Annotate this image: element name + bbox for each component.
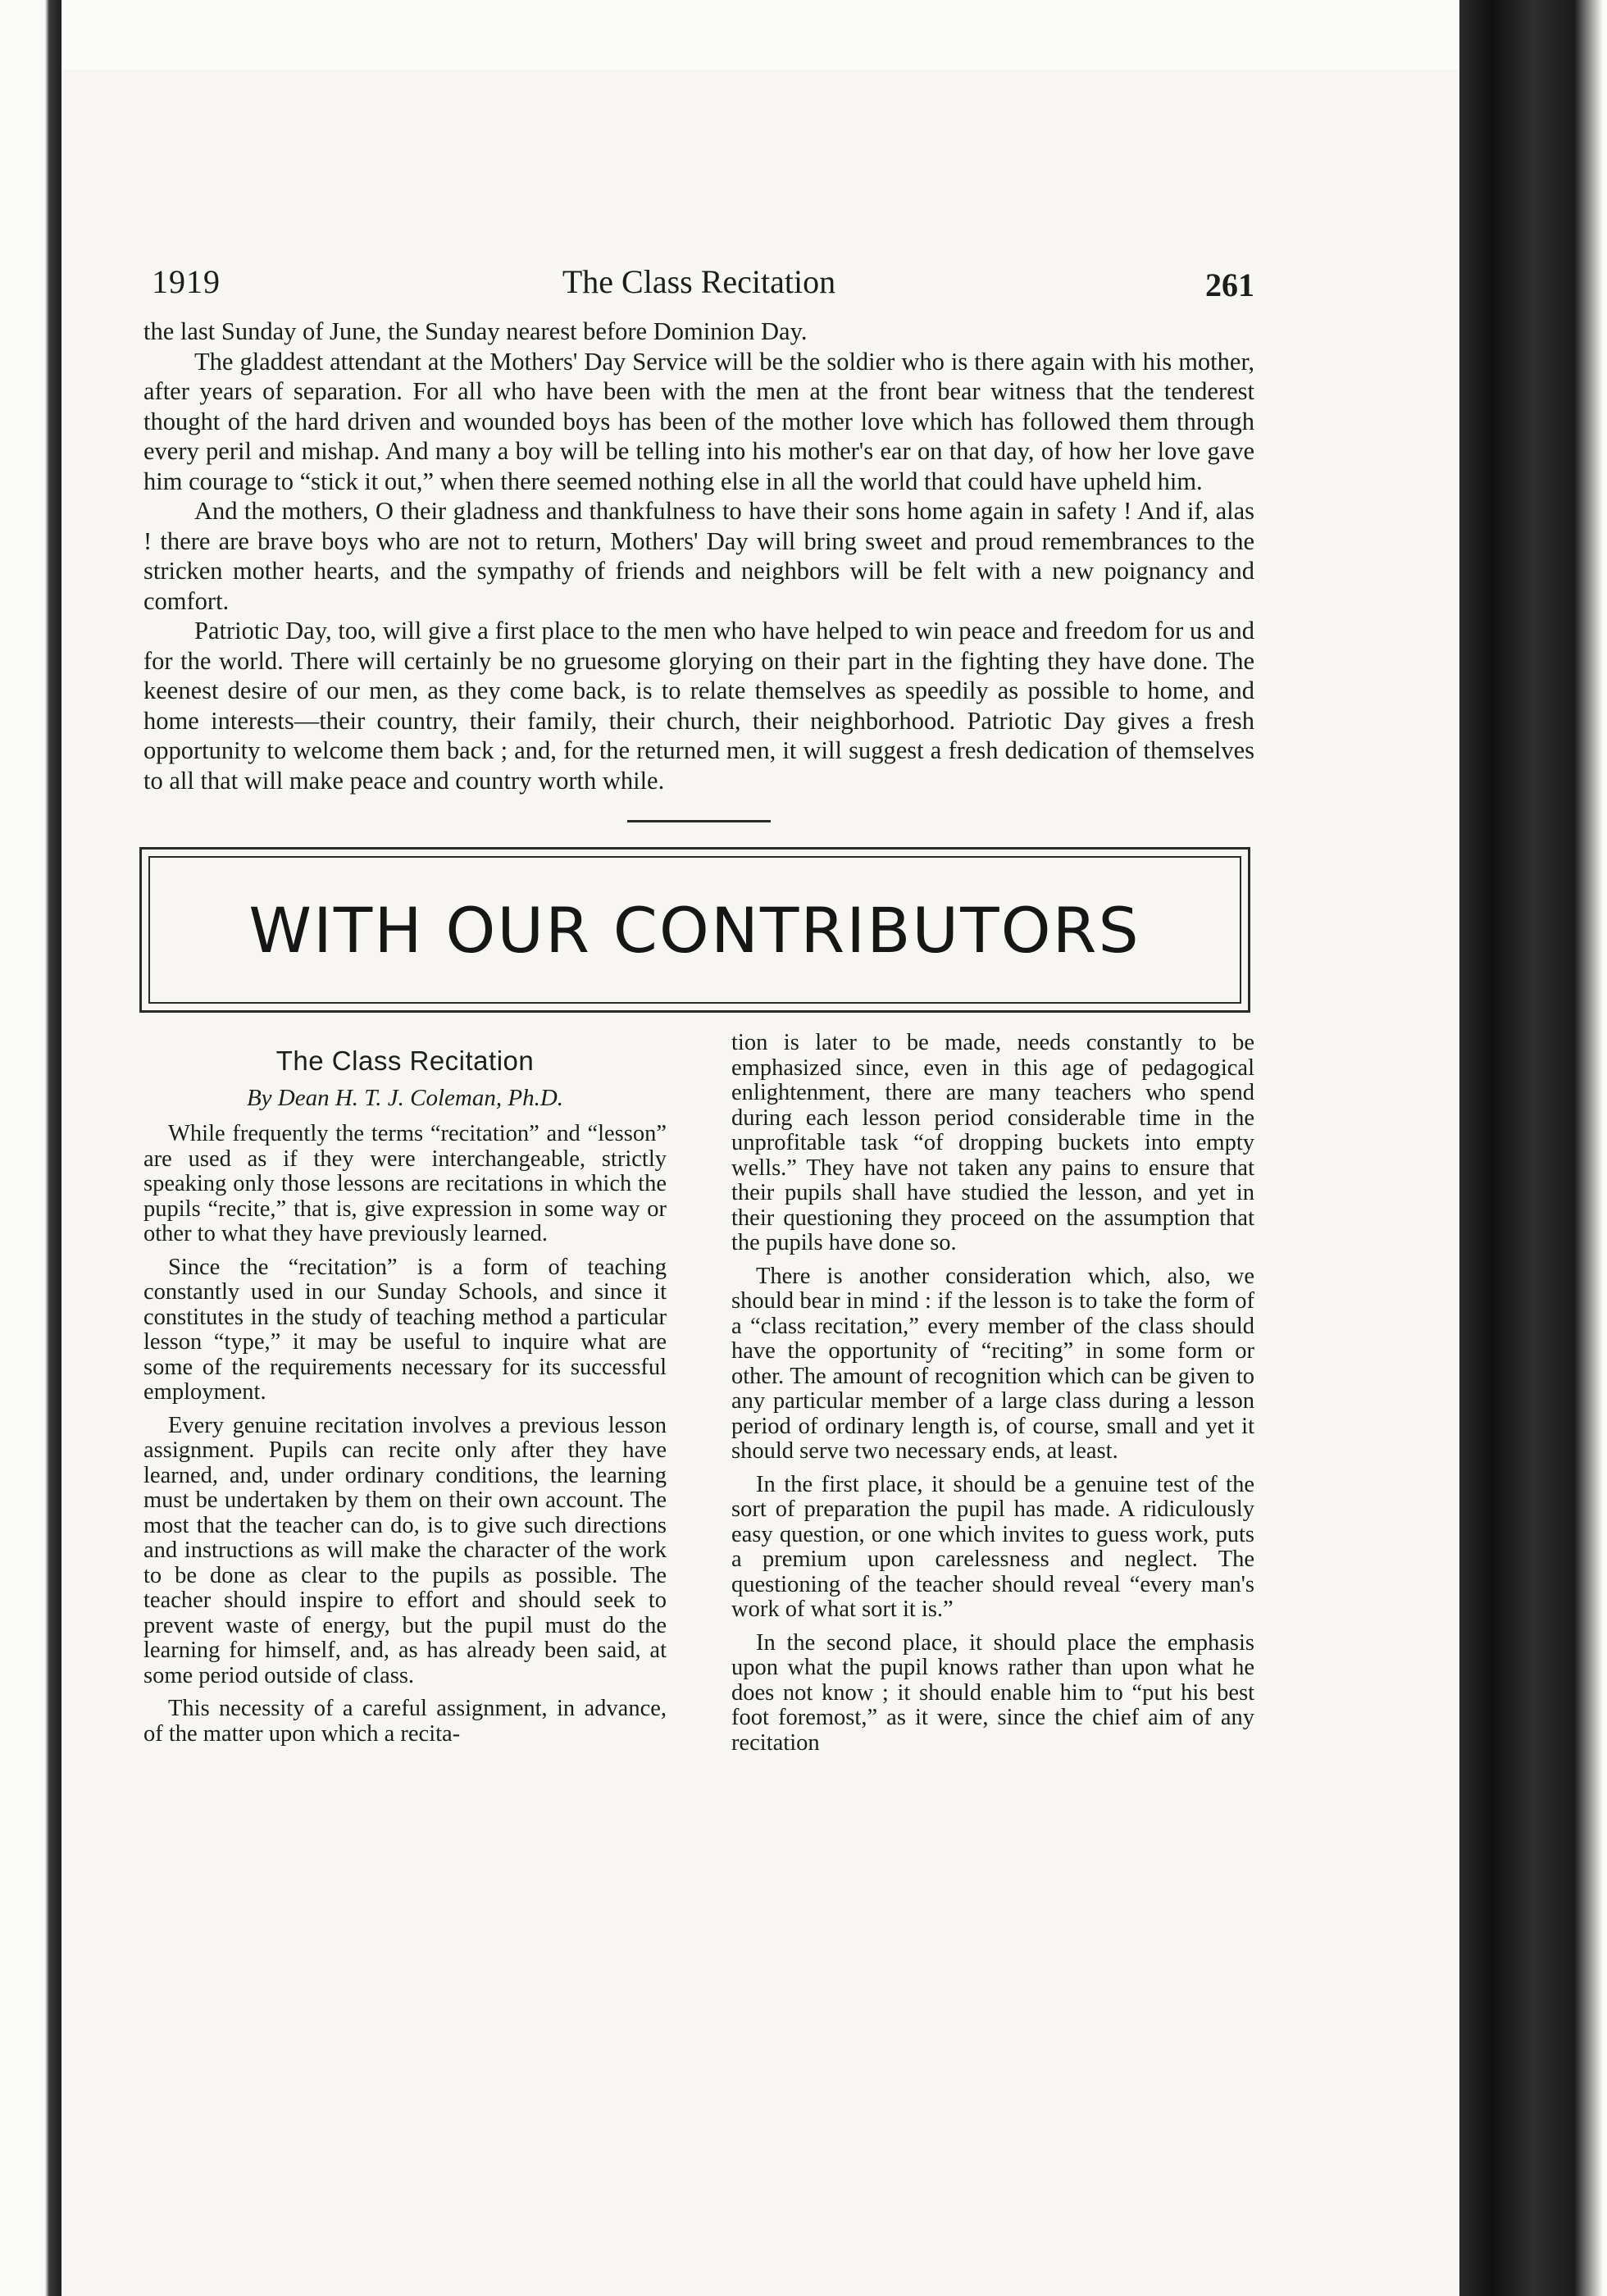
header-year: 1919 bbox=[152, 263, 221, 300]
section-divider bbox=[627, 820, 771, 822]
article-paragraph: Since the “recitation” is a form of teaching constantly used in our Sunday Schools, and since it constitutes in the study of teaching method a particular lesson “type,” it may be useful to inquire what are some of the requirements necessary for its successful employment. bbox=[143, 1254, 667, 1405]
article-paragraph: This necessity of a careful assignment, in advance, of the matter upon which a recita- bbox=[143, 1696, 667, 1747]
banner-inner-frame bbox=[148, 856, 1241, 1004]
article-byline: By Dean H. T. J. Coleman, Ph.D. bbox=[246, 1085, 564, 1111]
intro-paragraph: the last Sunday of June, the Sunday nearest before Dominion Day. bbox=[143, 317, 808, 345]
book-gutter bbox=[0, 0, 61, 2296]
article-paragraph: In the second place, it should place the emphasis upon what the pupil knows rather than upon what he does not know ; it should enable him to “put his best foot foremost,” as it were, since the chief aim of any recitation bbox=[731, 1629, 1254, 1756]
banner-heading: WITH OUR CONTRIBUTORS bbox=[248, 893, 1141, 967]
intro-paragraph: Patriotic Day, too, will give a first place to the men who have helped to win peace and freedom for us and for the world. There will certainly be no gruesome glorying on their part in the fighting they have done. The keenest desire of our men, as they come back, is to relate themselves as speedily as possible to home, and home interests—their country, their family, their church, their neighborhood. Patriotic Day gives a fresh opportunity to welcome them back ; and, for the returned men, it will suggest a fresh dedication of themselves to all that will make peace and country worth while. bbox=[143, 617, 1254, 795]
book-page-edges bbox=[1459, 0, 1607, 2296]
intro-paragraph: And the mothers, O their gladness and thankfulness to have their sons home again in safety ! And if, alas ! there are brave boys who are not to return, Mothers' Day will bring sweet and proud remembrances to the stricken mother hearts, and the sympathy of friends and neighbors will be felt with a new poignancy and comfort. bbox=[143, 497, 1254, 615]
article-paragraph: There is another consideration which, also, we should bear in mind : if the lesson is to take the form of a “class recitation,” every member of the class should have the opportunity of “reciting” in some form or other. The amount of recognition which can be given to any particular member of a large class during a lesson period of ordinary length is, of course, small and yet it should serve two necessary ends, at least. bbox=[731, 1263, 1254, 1464]
left-column bbox=[143, 1031, 667, 1764]
scan-top-margin bbox=[0, 0, 1607, 70]
article-title: The Class Recitation bbox=[275, 1046, 535, 1076]
article-paragraph-continued: tion is later to be made, needs constantly to be emphasized since, even in this age of pedagogical enlightenment, there are many teachers who spend during each lesson period considerable time in the unprofitable task “of dropping buckets into empty wells.” They have not taken any pains to ensure that their pupils shall have studied the lesson, and yet in their questioning they proceed on the assumption that the pupils have done so. bbox=[731, 1030, 1254, 1255]
section-banner bbox=[139, 847, 1250, 1013]
article-paragraph: Every genuine recitation involves a previous lesson assignment. Pupils can recite only after they have learned, and, under ordinary conditions, the learning must be undertaken by them on their own account. The most that the teacher can do, is to give such directions and instructions as will make the character of the work to be done as clear to the pupils as possible. The teacher should inspire to effort and should seek to prevent waste of energy, but the pupil must do the learning for himself, and, as has already been said, at some period outside of class. bbox=[143, 1412, 667, 1688]
running-head bbox=[143, 262, 1254, 312]
page-content bbox=[143, 262, 1254, 1764]
header-title: The Class Recitation bbox=[562, 263, 836, 300]
intro-paragraph: The gladdest attendant at the Mothers' Day Service will be the soldier who is there again with his mother, after years of separation. For all who have been with the men at the front bear witness that the tenderest thought of the hard driven and wounded boys has been of the mother love which has followed them through every peril and mishap. And many a boy will be telling into his mother's ear on that day, of how her love gave him courage to “stick it out,” when there seemed nothing else in all the world that could have upheld him. bbox=[143, 347, 1254, 495]
right-column bbox=[731, 1031, 1254, 1764]
article-columns bbox=[143, 1031, 1254, 1764]
article-paragraph: While frequently the terms “recitation” and “lesson” are used as if they were interchangeable, strictly speaking only those lessons are recitations in which the pupils “recite,” that is, give expression in some way or other to what they have previously learned. bbox=[143, 1121, 667, 1246]
intro-text bbox=[143, 317, 1254, 795]
page-number: 261 bbox=[1205, 266, 1254, 303]
article-paragraph: In the first place, it should be a genuine test of the sort of preparation the pupil has made. A ridiculously easy question, or one which invites to guess work, puts a premium upon carelessness and neglect. The questioning of the teacher should reveal “every man's work of what sort it is.” bbox=[731, 1471, 1254, 1622]
